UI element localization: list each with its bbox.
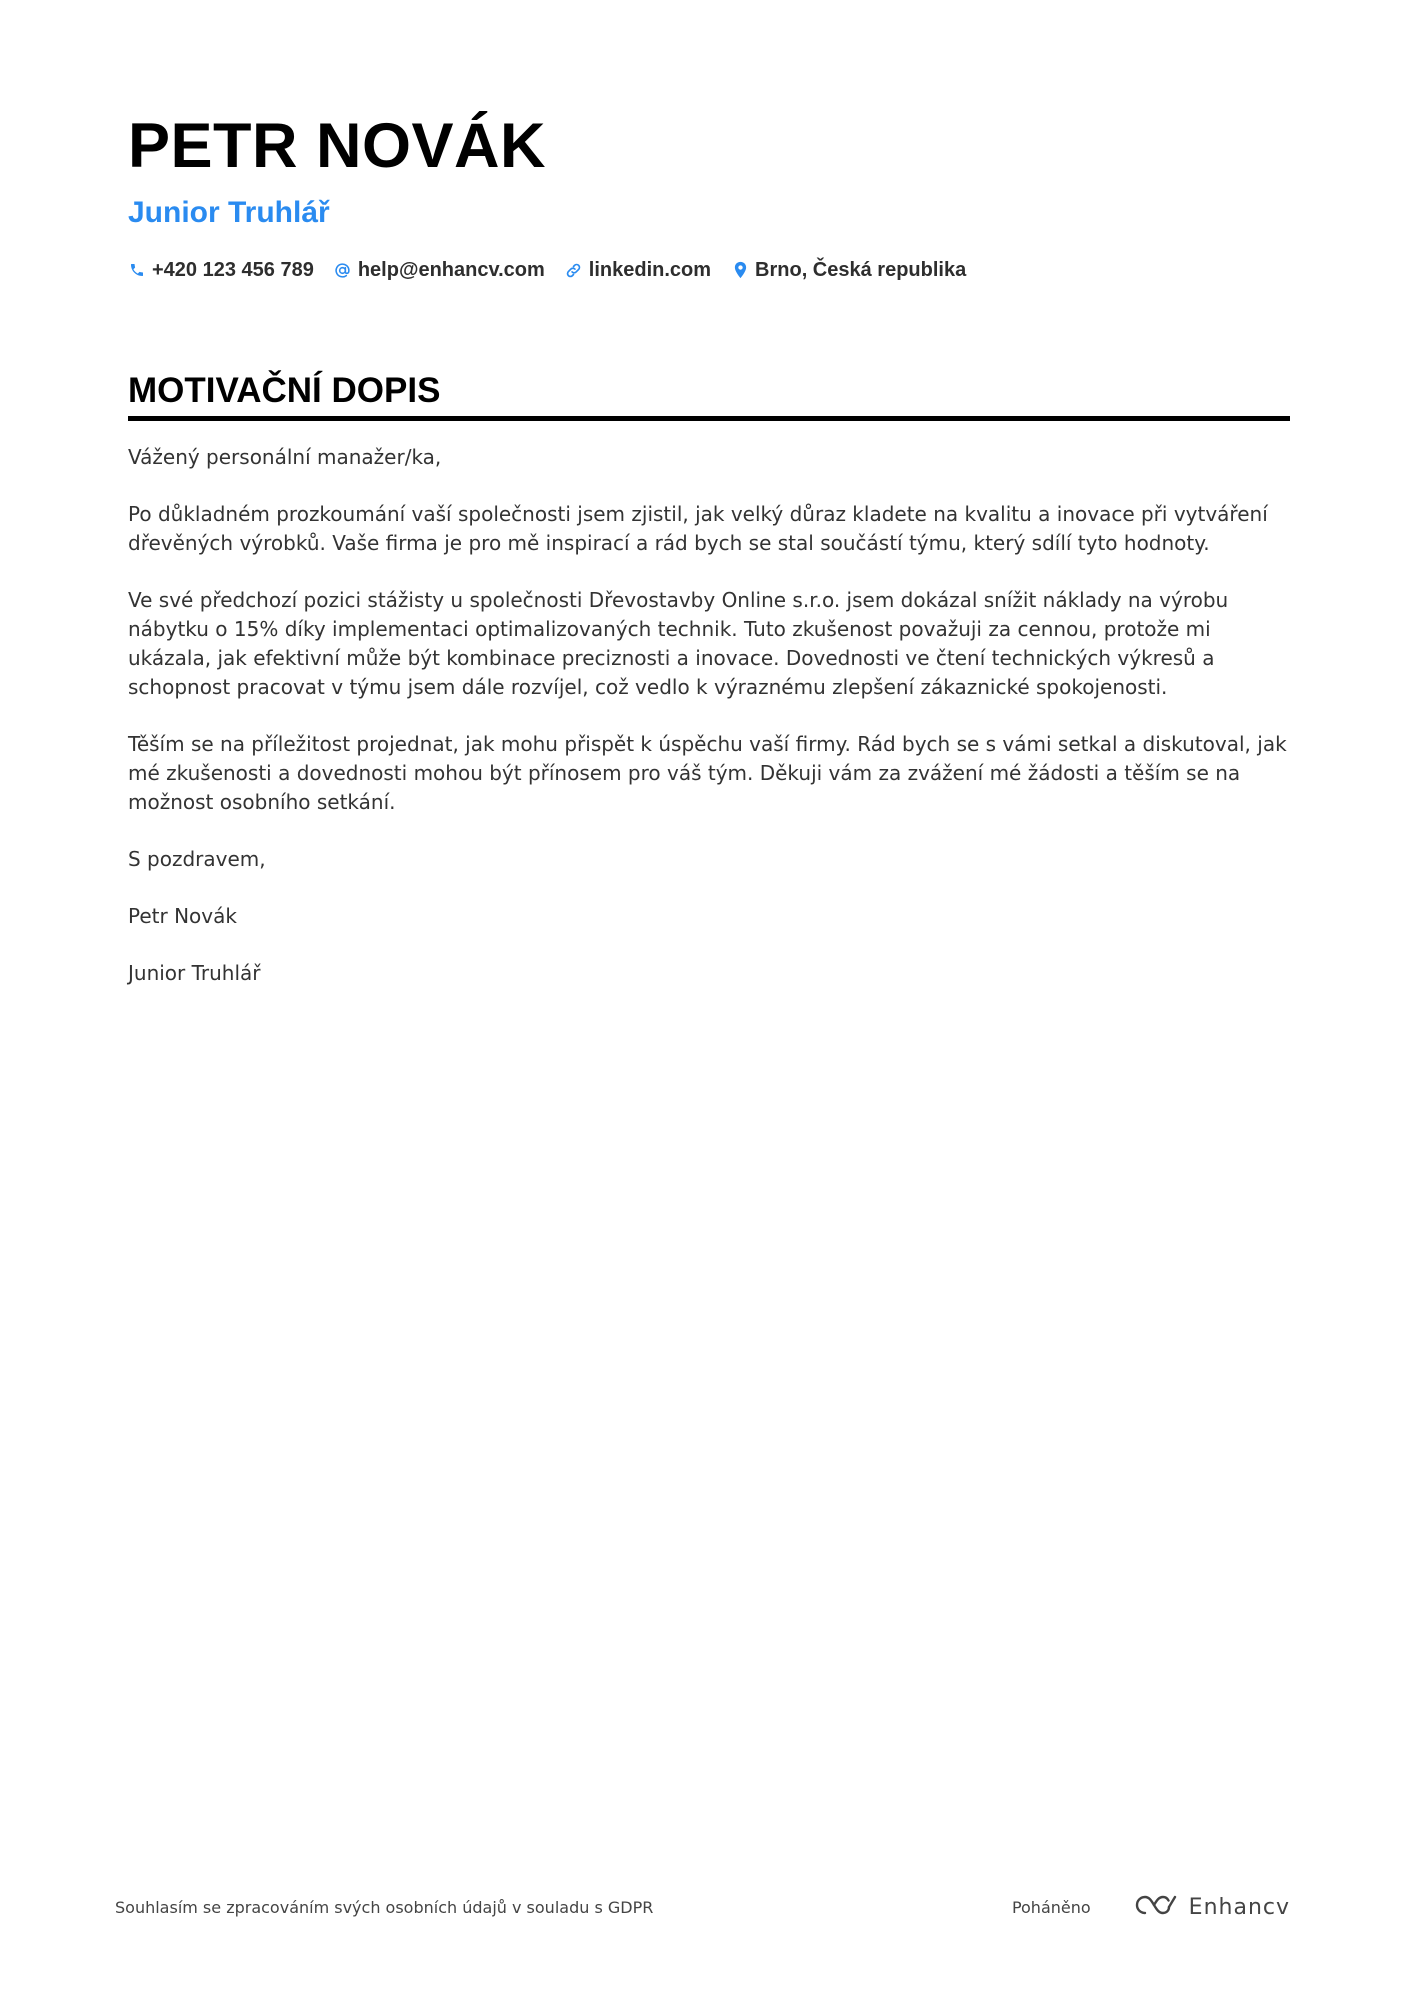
applicant-job-title: Junior Truhlář	[128, 196, 330, 229]
page-footer	[115, 1892, 1290, 1922]
letter-salutation: Vážený personální manažer/ka,	[128, 445, 442, 469]
applicant-name: PETR NOVÁK	[128, 111, 547, 181]
at-icon	[334, 261, 352, 279]
enhancv-logo-icon	[1133, 1893, 1179, 1921]
letter-body	[128, 443, 1290, 988]
contact-email[interactable]	[334, 259, 545, 282]
location-text: Brno, Česká republika	[755, 258, 967, 281]
contact-phone[interactable]	[128, 259, 314, 282]
linkedin-text: linkedin.com	[588, 258, 712, 281]
enhancv-brand-name: Enhancv	[1188, 1894, 1290, 1920]
enhancv-brand[interactable]	[1133, 1893, 1290, 1921]
link-icon	[565, 261, 583, 279]
powered-by-label: Poháněno	[1011, 1897, 1091, 1917]
gdpr-consent-text: Souhlasím se zpracováním svých osobních údajů v souladu s GDPR	[115, 1897, 654, 1917]
letter-paragraph: Těším se na příležitost projednat, jak mohu přispět k úspěchu vaší firmy. Rád bych se s vámi setkal a diskutoval, jak mé zkušenosti a dovednosti mohou být přínosem pro váš tým. Děkuji vám za zvážení mé žádosti a těším se na možnost osobního setkání.	[128, 732, 1287, 814]
contact-bar	[128, 256, 1290, 284]
letter-paragraph: Po důkladném prozkoumání vaší společnosti jsem zjistil, jak velký důraz kladete na kvalitu a inovace při vytváření dřevěných výrobků. Vaše firma je pro mě inspirací a rád bych se stal součástí týmu, který sdílí tyto hodnoty.	[128, 502, 1268, 555]
powered-by	[1012, 1893, 1290, 1921]
phone-text: +420 123 456 789	[152, 258, 314, 281]
email-text: help@enhancv.com	[357, 258, 545, 281]
letter-paragraph: Ve své předchozí pozici stážisty u společnosti Dřevostavby Online s.r.o. jsem dokázal snížit náklady na výrobu nábytku o 15% díky implementaci optimalizovaných technik. Tuto zkušenost považuji za cennou, protože mi ukázala, jak efektivní může být kombinace preciznosti a inovace. Dovednosti ve čtení technických výkresů a schopnost pracovat v týmu jsem dále rozvíjel, což vedlo k výraznému zlepšení zákaznické spokojenosti.	[128, 588, 1229, 699]
cover-letter-page	[128, 108, 1290, 1016]
contact-linkedin[interactable]	[565, 259, 711, 282]
section-title: MOTIVAČNÍ DOPIS	[128, 371, 441, 410]
contact-location	[731, 259, 966, 282]
signature-name: Petr Novák	[128, 904, 237, 928]
letter-closing: S pozdravem,	[128, 847, 266, 871]
phone-icon	[128, 261, 146, 279]
signature-title: Junior Truhlář	[128, 961, 261, 985]
location-pin-icon	[731, 261, 749, 279]
section-divider	[128, 416, 1290, 421]
